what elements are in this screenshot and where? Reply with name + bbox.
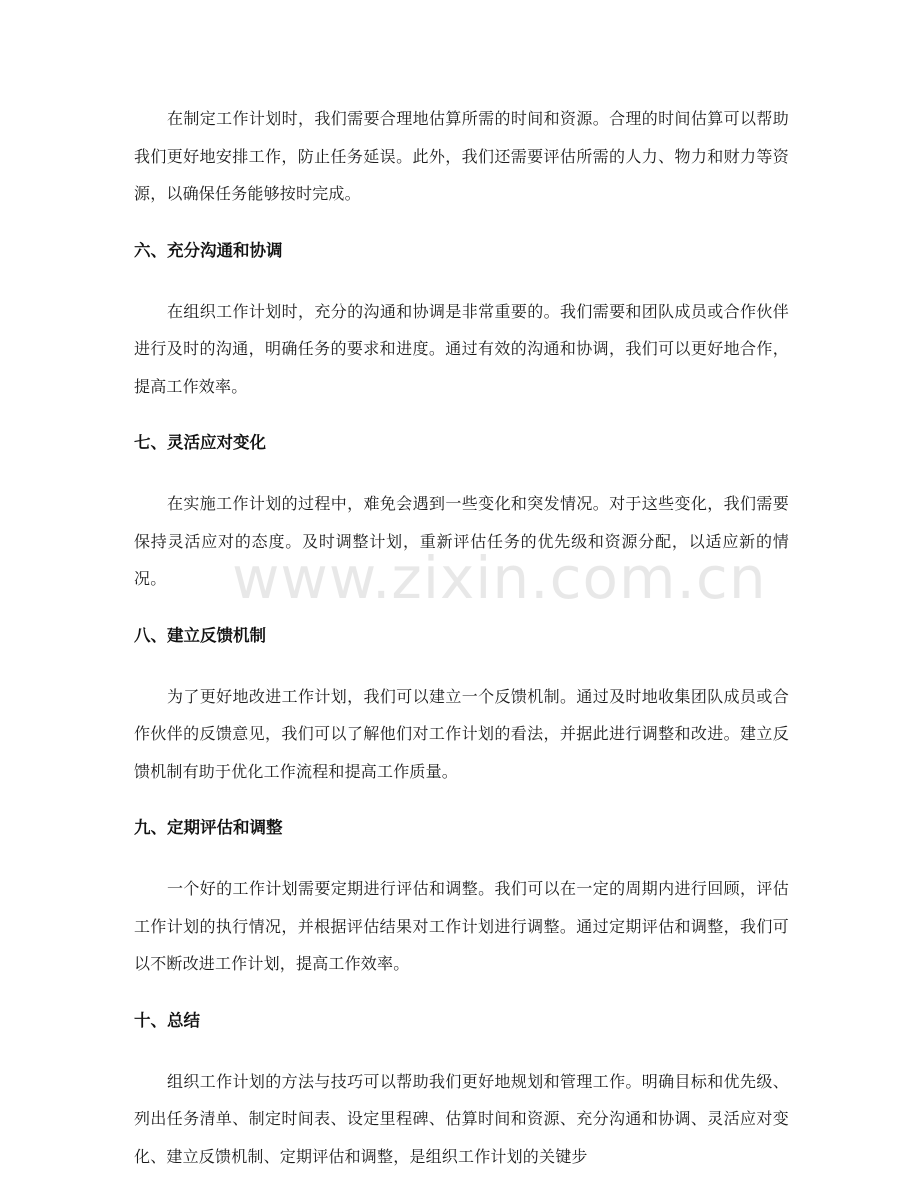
section-heading-10: 十、总结 bbox=[134, 1010, 200, 1030]
section-body-8: 为了更好地改进工作计划，我们可以建立一个反馈机制。通过及时地收集团队成员或合作伙伴的反馈意见，我们可以了解他们对工作计划的看法，并据此进行调整和改进。建立反馈机制有助于优化工作流程和提高工作质量。 bbox=[134, 686, 789, 781]
intro-paragraph: 在制定工作计划时，我们需要合理地估算所需的时间和资源。合理的时间估算可以帮助我们更好地安排工作，防止任务延误。此外，我们还需要评估所需的人力、物力和财力等资源，以确保任务能够按时完成。 bbox=[134, 109, 789, 203]
watermark: www.zixin.com.cn bbox=[232, 544, 767, 612]
section-heading-9: 九、定期评估和调整 bbox=[134, 818, 283, 837]
section-heading-7: 七、灵活应对变化 bbox=[134, 433, 266, 452]
section-body-9: 一个好的工作计划需要定期进行评估和调整。我们可以在一定的周期内进行回顾，评估工作计划的执行情况，并根据评估结果对工作计划进行调整。通过定期评估和调整，我们可以不断改进工作计划，提高工作效率。 bbox=[134, 879, 789, 973]
section-body-10: 组织工作计划的方法与技巧可以帮助我们更好地规划和管理工作。明确目标和优先级、列出任务清单、制定时间表、设定里程碑、估算时间和资源、充分沟通和协调、灵活应对变化、建立反馈机制、定期评估和调整，是组织工作计划的关键步 bbox=[134, 1071, 789, 1166]
document-body bbox=[134, 100, 789, 1175]
section-heading-6: 六、充分沟通和协调 bbox=[134, 240, 283, 260]
section-heading-8: 八、建立反馈机制 bbox=[134, 625, 266, 645]
section-body-6: 在组织工作计划时，充分的沟通和协调是非常重要的。我们需要和团队成员或合作伙伴进行及时的沟通，明确任务的要求和进度。通过有效的沟通和协调，我们可以更好地合作，提高工作效率。 bbox=[134, 301, 789, 396]
section-body-7: 在实施工作计划的过程中，难免会遇到一些变化和突发情况。对于这些变化，我们需要保持灵活应对的态度。及时调整计划，重新评估任务的优先级和资源分配，以适应新的情况。 bbox=[134, 494, 789, 588]
